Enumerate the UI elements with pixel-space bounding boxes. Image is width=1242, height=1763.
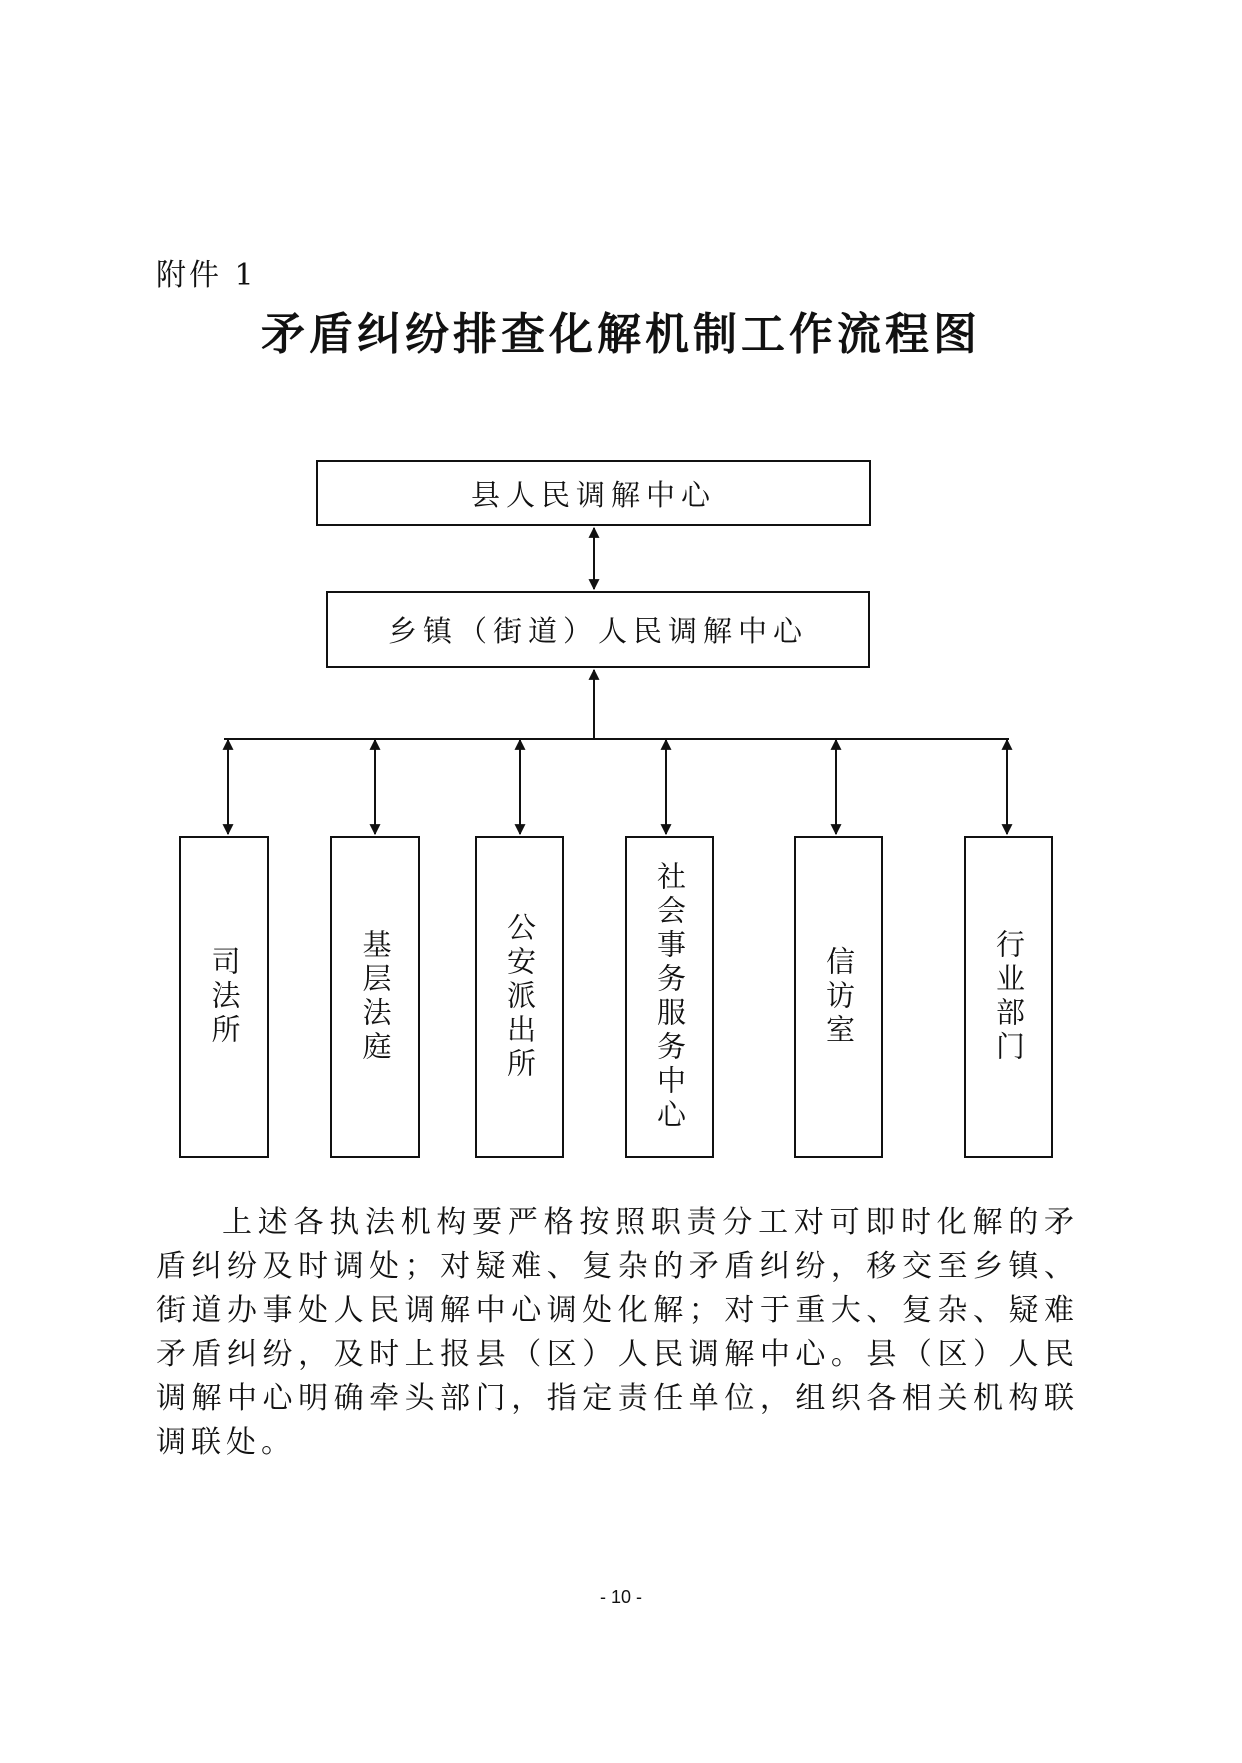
body-paragraph: 上述各执法机构要严格按照职责分工对可即时化解的矛盾纠纷及时调处；对疑难、复杂的矛盾纠纷，移交至乡镇、街道办事处人民调解中心调处化解；对于重大、复杂、疑难矛盾纠纷，及时上报县（区）人民调解中心。县（区）人民调解中心明确牵头部门，指定责任单位，组织各相关机构联调联处。 <box>156 1205 1079 1460</box>
township-mediation-center-label: 乡镇（街道）人民调解中心 <box>387 614 808 648</box>
document-title: 矛盾纠纷排查化解机制工作流程图 <box>261 309 981 360</box>
page-number: - 10 - <box>599 1587 642 1607</box>
branch-label-social-affairs-center: 社会事务服务中心 <box>653 861 687 1133</box>
branch-label-judicial-office: 司法所 <box>207 946 242 1048</box>
attachment-label: 附件 1 <box>156 258 257 293</box>
branch-label-industry-departments: 行业部门 <box>992 929 1026 1065</box>
branch-label-petition-office: 信访室 <box>822 946 856 1048</box>
branch-label-grassroots-court: 基层法庭 <box>358 929 393 1065</box>
branch-label-police-station: 公安派出所 <box>503 912 537 1082</box>
county-mediation-center-label: 县人民调解中心 <box>470 477 716 512</box>
